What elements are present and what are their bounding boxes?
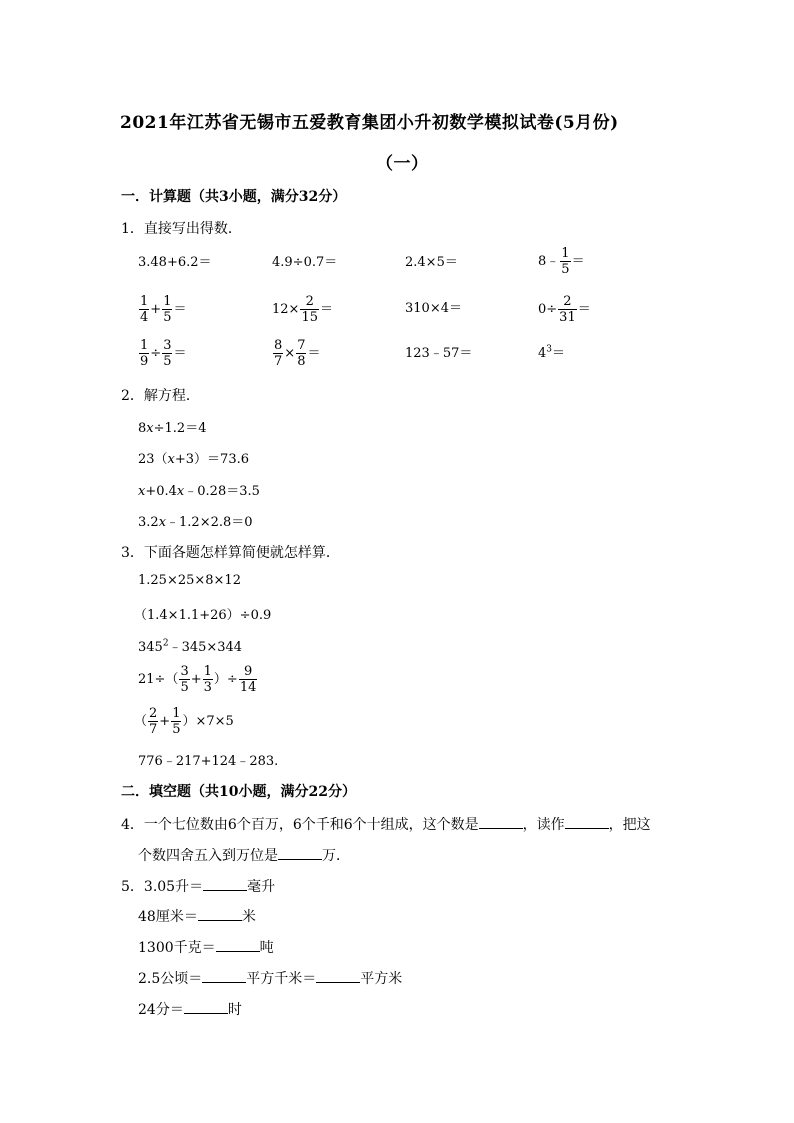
page-subtitle: （一） [376,154,429,174]
question-5-line-2: 48厘米＝ 米 [138,909,256,925]
q1-item-6: 12× $\frac{2}{15}$ ＝ [272,294,333,325]
q1-item-1: 3.48+6.2＝ [138,255,212,270]
simplify-5: （ $\frac{2}{7}$ + $\frac{1}{5}$ ）×7×5 [134,706,234,737]
q1-item-11: 123﹣57＝ [405,346,473,361]
q1-item-7: 310×4＝ [405,301,462,316]
question-5-line-4: 2.5公顷＝ 平方千米＝ 平方米 [138,971,403,987]
question-2-label: 2．解方程． [121,388,200,404]
simplify-1: 1.25×25×8×12 [138,573,241,588]
q1-item-9: $\frac{1}{9}$ ÷ $\frac{3}{5}$ ＝ [140,338,187,369]
question-5-line-3: 1300千克＝ 吨 [138,940,274,956]
simplify-4: 21÷（ $\frac{3}{5}$ + $\frac{1}{3}$ ）÷ $\frac{9}{14}$ [138,664,257,695]
simplify-2: （1.4×1.1+26）÷0.9 [134,608,272,623]
section-heading-fill-in: 二．填空题（共10小题，满分22分） [121,784,356,800]
answer-blank[interactable] [198,908,242,921]
simplify-6: 776﹣217+124﹣283. [138,754,279,769]
answer-blank[interactable] [202,970,246,983]
q1-item-2: 4.9÷0.7＝ [272,255,338,270]
q1-item-8: 0÷ $\frac{2}{31}$ ＝ [538,294,591,325]
equation-2: 23（x+3）＝73.6 [138,452,249,467]
question-5-line-5: 24分＝ 时 [138,1002,242,1018]
answer-blank[interactable] [316,970,360,983]
q1-item-3: 2.4×5＝ [405,255,458,270]
question-1-label: 1．直接写出得数． [121,221,242,237]
section-heading-calculation: 一．计算题（共3小题，满分32分） [121,189,347,205]
equation-3: x+0.4x﹣0.28＝3.5 [138,484,260,499]
question-4-line-2: 个数四舍五入到万位是 万． [138,848,350,864]
answer-blank[interactable] [203,878,247,891]
question-5-line-1: 5．3.05升＝ 毫升 [121,879,276,895]
simplify-3: $345^2﹣345\times 344$ [138,638,243,655]
page-title: 2021年江苏省无锡市五爱教育集团小升初数学模拟试卷(5月份) [120,113,619,133]
question-4-line-1: 4．一个七位数由6个百万，6个千和6个十组成，这个数是 ，读作 ，把这 [121,817,651,833]
answer-blank[interactable] [184,1001,228,1014]
answer-blank[interactable] [278,847,322,860]
q1-item-12: $4^3=$ [538,344,566,361]
q1-item-10: $\frac{8}{7}$ × $\frac{7}{8}$ ＝ [274,338,321,369]
q1-item-5: $\frac{1}{4}$ + $\frac{1}{5}$ ＝ [140,294,187,325]
q1-item-4: 8﹣ $\frac{1}{5}$ ＝ [538,246,585,277]
answer-blank[interactable] [216,939,260,952]
answer-blank[interactable] [565,816,609,829]
equation-1: 8x÷1.2＝4 [138,421,207,436]
answer-blank[interactable] [479,816,523,829]
equation-4: 3.2x﹣1.2×2.8＝0 [138,515,253,530]
question-3-label: 3．下面各题怎样算简便就怎样算． [121,545,340,561]
